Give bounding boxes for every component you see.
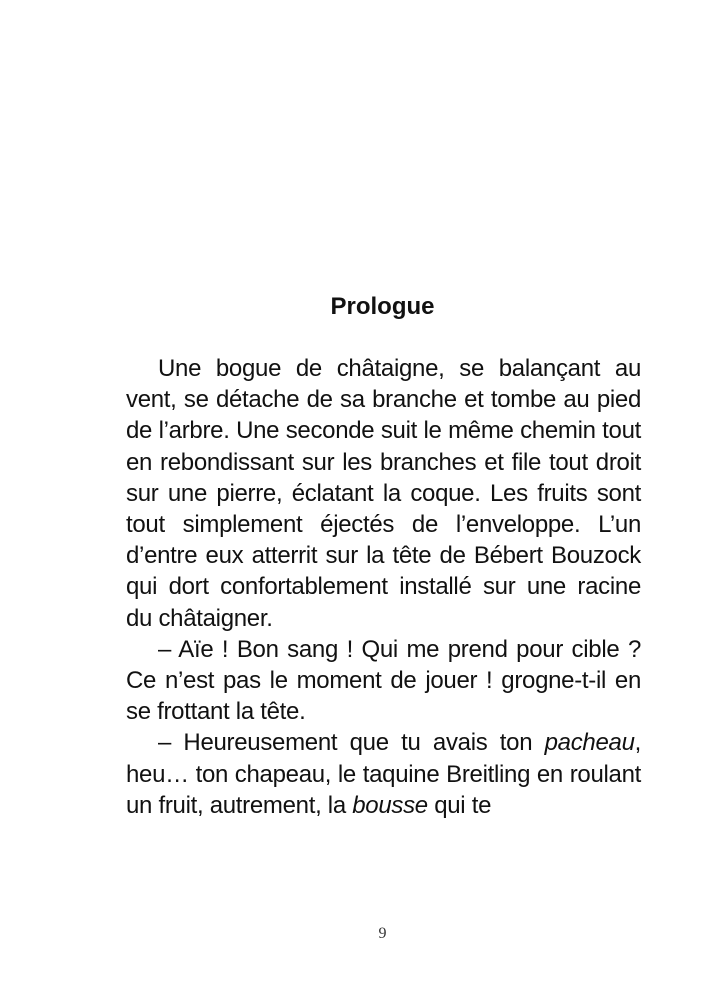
paragraph-2 bbox=[126, 634, 641, 728]
paragraph-3-italic-pacheau: pacheau bbox=[544, 729, 635, 757]
page-number: 9 bbox=[378, 925, 387, 942]
paragraph-1-text: Une bogue de châtaigne, se balançant au vent, se détache de sa branche et tombe au pied de l’arbre. Une seconde suit le même chemin tout en rebondissant sur les branches et file tout droit sur une pierre, éclatant la coque. Les fruits sont tout simplement éjectés de l’enveloppe. L’un d’entre eux atterrit sur la tête de Bébert Bouzock qui dort confortablement installé sur une racine du châtaigner. bbox=[126, 355, 641, 632]
paragraph-2-text: – Aïe ! Bon sang ! Qui me prend pour cible ? Ce n’est pas le moment de jouer ! grogne-t-il en se frottant la tête. bbox=[126, 635, 641, 726]
paragraph-1 bbox=[126, 353, 641, 634]
body-text bbox=[126, 353, 641, 821]
paragraph-3 bbox=[126, 727, 641, 821]
paragraph-3-text-b: , heu… ton chapeau, le taquine Breitling en roulant un fruit, autrement, la bbox=[126, 729, 641, 819]
paragraph-3-text-c: qui te bbox=[427, 791, 492, 819]
paragraph-3-italic-bousse: bousse bbox=[352, 791, 428, 819]
chapter-title: Prologue bbox=[330, 293, 435, 320]
paragraph-3-text-a: – Heureusement que tu avais ton bbox=[158, 729, 545, 757]
